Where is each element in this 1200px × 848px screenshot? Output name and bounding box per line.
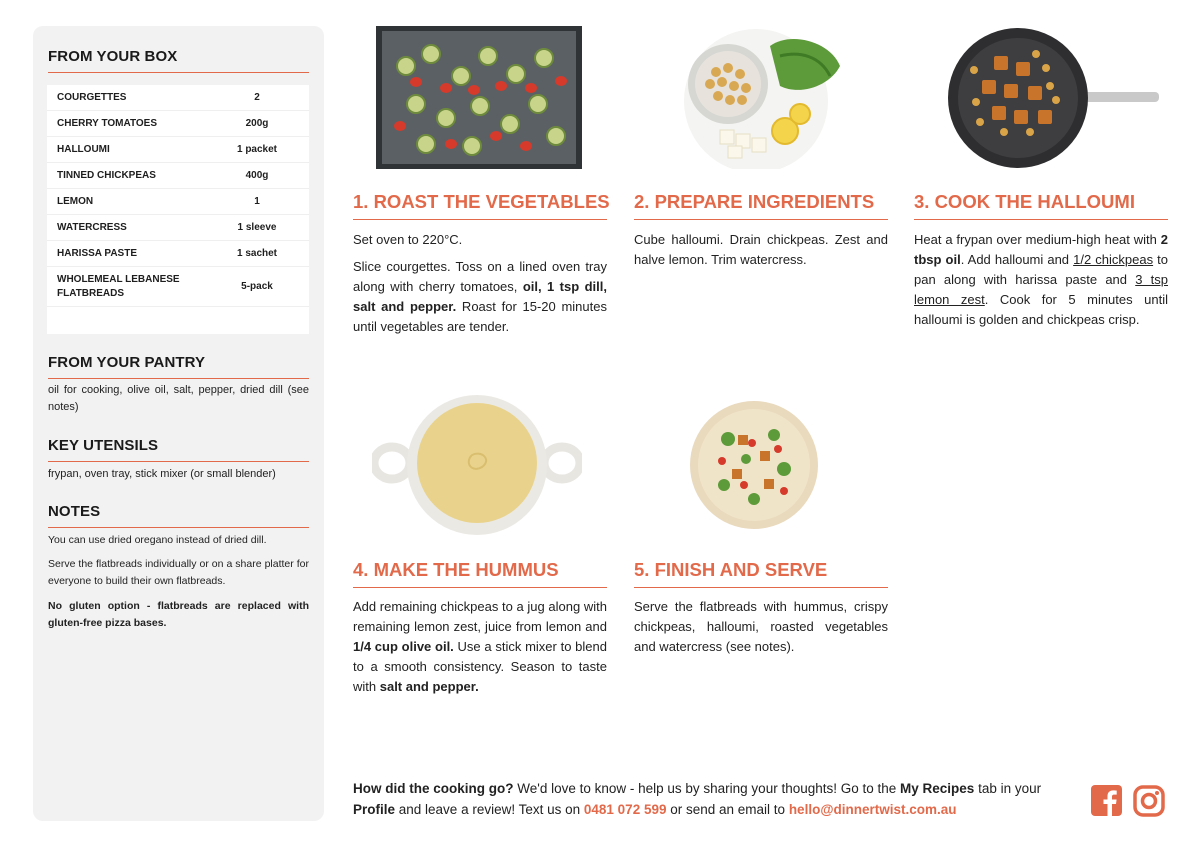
step-3-text: Heat a frypan over medium-high heat with 2 tbsp oil. Add halloumi and 1/2 chickpeas to pan along with harissa paste and 3 tsp lemon zest. Cook for 5 minutes until halloumi is golden and chickpeas crisp. [914,232,1169,327]
step-5-title: 5. FINISH AND SERVE [634,559,888,588]
sidebar [33,26,324,821]
ingredient-name: HALLOUMI [57,143,110,155]
step-4-text: Add remaining chickpeas to a jug along with remaining lemon zest, juice from lemon and 1/4 cup olive oil. Use a stick mixer to blend to a smooth consistency. Season to taste with salt and pepper. [353,599,607,694]
ingredient-name: WHOLEMEAL LEBANESE FLATBREADS [57,273,180,299]
from-your-box-title: FROM YOUR BOX [48,48,309,73]
step-5-text: Serve the flatbreads with hummus, crispy chickpeas, halloumi, roasted vegetables and watercress (see notes). [634,599,888,654]
step-3-title: 3. COOK THE HALLOUMI [914,191,1168,220]
ingredient-qty: 200g [245,118,269,129]
ingredient-qty: 2 [254,92,260,103]
note-item: Serve the flatbreads individually or on a share platter for everyone to build their own flatbreads. [48,558,309,587]
facebook-icon[interactable] [1091,785,1122,816]
ingredient-qty: 1 sachet [236,248,278,259]
profile-link[interactable]: Profile [353,802,396,817]
cook-halloumi-image [946,26,1160,169]
feedback-footer: How did the cooking go? We'd love to know - help us by sharing your thoughts! Go to the My Recipes tab in your Profile and leave a review! Text us on 0481 072 599 or send an email to hello@dinnertwist.com.au [353,781,1042,817]
ingredient-row [47,163,309,189]
ingredient-qty: 1 packet [236,144,278,155]
ingredient-row [47,189,309,215]
finish-serve-image [688,399,820,531]
ingredient-row [47,137,309,163]
hummus-image [372,395,582,535]
notes-title: NOTES [48,503,309,528]
instagram-icon[interactable] [1133,785,1165,817]
ingredient-qty: 1 [254,196,260,207]
step-2-text: Cube halloumi. Drain chickpeas. Zest and halve lemon. Trim watercress. [634,232,888,267]
ingredient-row [47,267,309,307]
step-3-body [914,230,1168,337]
ingredient-row [47,215,309,241]
ingredient-qty: 1 sleeve [237,222,277,233]
ingredient-row [47,85,309,111]
ingredient-qty: 400g [245,170,269,181]
ingredient-name: LEMON [57,195,94,207]
prepare-ingredients-image [680,26,842,169]
step-4-title: 4. MAKE THE HUMMUS [353,559,607,588]
my-recipes-link[interactable]: My Recipes [900,781,975,796]
ingredients-table [47,85,309,334]
step-1-text: Slice courgettes. Toss on a lined oven tray along with cherry tomatoes, oil, 1 tsp dill, salt and pepper. Roast for 15-20 minutes until vegetables are tender. [353,259,607,334]
ingredient-name: CHERRY TOMATOES [57,117,158,129]
step-2-body [634,230,888,277]
footer-question: How did the cooking go? [353,781,514,796]
step-1-body [353,230,607,344]
step-4-body [353,597,607,704]
phone-link[interactable]: 0481 072 599 [583,802,667,817]
step-1-text: Set oven to 220°C. [353,232,463,247]
roast-vegetables-image [376,26,582,169]
ingredient-qty: 5-pack [241,281,273,292]
pantry-text: oil for cooking, olive oil, salt, pepper, dried dill (see notes) [48,384,309,413]
note-item: You can use dried oregano instead of dried dill. [48,534,267,546]
ingredient-name: TINNED CHICKPEAS [57,169,156,181]
note-item: No gluten option - flatbreads are replaced with gluten-free pizza bases. [48,600,309,629]
ingredient-name: WATERCRESS [57,221,127,233]
step-5-body [634,597,888,664]
key-utensils-title: KEY UTENSILS [48,437,309,462]
step-2-title: 2. PREPARE INGREDIENTS [634,191,888,220]
utensils-text: frypan, oven tray, stick mixer (or small blender) [48,468,276,480]
from-your-pantry-title: FROM YOUR PANTRY [48,354,309,379]
ingredient-name: COURGETTES [57,91,127,103]
ingredient-name: HARISSA PASTE [57,247,138,259]
ingredient-row [47,241,309,267]
email-link[interactable]: hello@dinnertwist.com.au [788,802,957,817]
ingredient-row [47,111,309,137]
step-1-title: 1. ROAST THE VEGETABLES [353,191,607,220]
